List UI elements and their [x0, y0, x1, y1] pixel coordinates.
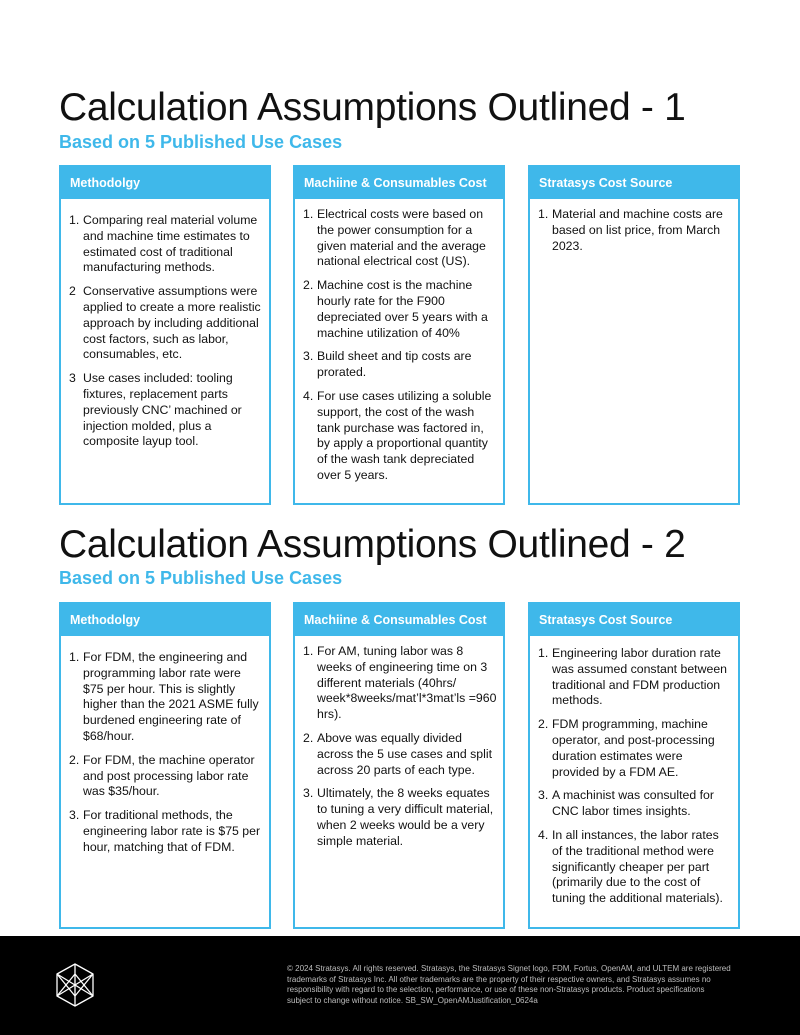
- list-item: 3 Use cases included: tooling fixtures, replacement parts previously CNC’ machined or injection molded, plus a composite layup tool.: [69, 371, 242, 449]
- list-item: 1. For AM, tuning labor was 8 weeks of engineering time on 3 different materials (40hrs/ week*8weeks/mat’l*3mat’ls =960 hrs).: [303, 644, 497, 722]
- list-item: 2. Machine cost is the machine hourly rate for the F900 depreciated over 5 years with a machine utilization of 40%: [303, 278, 488, 340]
- list-item: 4. For use cases utilizing a soluble support, the cost of the wash tank purchase was factored in, by apply a proportional quantity of the wash tank depreciated over 5 years.: [303, 388, 492, 482]
- stratasys-logo-icon: [56, 963, 94, 1007]
- list-item: 2. FDM programming, machine operator, and post-processing duration estimates were provided by a FDM AE.: [538, 717, 715, 779]
- list-item: 3. A machinist was consulted for CNC labor times insights.: [538, 788, 714, 819]
- card-list: [61, 199, 269, 450]
- list-item: 1. Material and machine costs are based on list price, from March 2023.: [538, 207, 723, 253]
- list-item: 2 Conservative assumptions were applied to create a more realistic approach by including additional cost factors, such as labor, consumables, etc.: [69, 284, 261, 362]
- card-cost-source-1: [528, 165, 740, 505]
- card-list: [530, 636, 738, 907]
- card-header: Methodolgy: [61, 167, 269, 199]
- card-machine-consumables-2: [293, 602, 505, 929]
- legal-text: © 2024 Stratasys. All rights reserved. Stratasys, the Stratasys Signet logo, FDM, Fortus, OpenAM, and ULTEM are registered trademarks of Stratasys Inc. All other trademarks are the property of their respective owners, and Stratasys assumes no responsibility with regard to the selection, performance, or use of these non-Stratasys products. Product specifications subject to change without notice. SB_SW_OpenAMJustification_0624a: [287, 964, 731, 1005]
- card-methodology-1: [59, 165, 271, 505]
- card-list: [61, 636, 269, 856]
- card-list: [530, 199, 738, 254]
- list-item: 1. Engineering labor duration rate was assumed constant between traditional and FDM production methods.: [538, 646, 727, 708]
- footer: [0, 936, 800, 1035]
- card-list: [295, 199, 503, 484]
- card-header: Machiine & Consumables Cost: [295, 604, 503, 636]
- list-item: 2. For FDM, the machine operator and post processing labor rate was $35/hour.: [69, 752, 255, 799]
- section-1-subtitle: Based on 5 Published Use Cases: [59, 132, 343, 152]
- card-header: Machiine & Consumables Cost: [295, 167, 503, 199]
- card-methodology-2: [59, 602, 271, 929]
- list-item: 1. Electrical costs were based on the power consumption for a given material and the average national electrical cost (US).: [303, 207, 486, 269]
- section-1-title: Calculation Assumptions Outlined - 1: [59, 86, 686, 129]
- card-cost-source-2: [528, 602, 740, 929]
- list-item: 1. Comparing real material volume and machine time estimates to estimated cost of traditional manufacturing methods.: [69, 213, 258, 275]
- card-header: Stratasys Cost Source: [530, 167, 738, 199]
- card-header: Stratasys Cost Source: [530, 604, 738, 636]
- card-machine-consumables-1: [293, 165, 505, 505]
- list-item: 3. Ultimately, the 8 weeks equates to tuning a very difficult material, when 2 weeks would be a very simple material.: [303, 786, 494, 848]
- section-2-subtitle: Based on 5 Published Use Cases: [59, 568, 343, 588]
- list-item: 3. For traditional methods, the engineering labor rate is $75 per hour, matching that of FDM.: [69, 808, 261, 854]
- list-item: 3. Build sheet and tip costs are prorated.: [303, 349, 472, 380]
- card-header: Methodolgy: [61, 604, 269, 636]
- list-item: 2. Above was equally divided across the 5 use cases and split across 20 parts of each type.: [303, 730, 492, 777]
- section-2-title: Calculation Assumptions Outlined - 2: [59, 523, 686, 566]
- list-item: 1. For FDM, the engineering and programming labor rate were $75 per hour. This is slightly higher than the 2021 ASME fully burdened engineering rate of $68/hour.: [69, 650, 259, 743]
- card-list: [295, 636, 503, 850]
- list-item: 4. In all instances, the labor rates of the traditional method were significantly cheaper per part (primarily due to the cost of tuning the additional materials).: [538, 827, 723, 906]
